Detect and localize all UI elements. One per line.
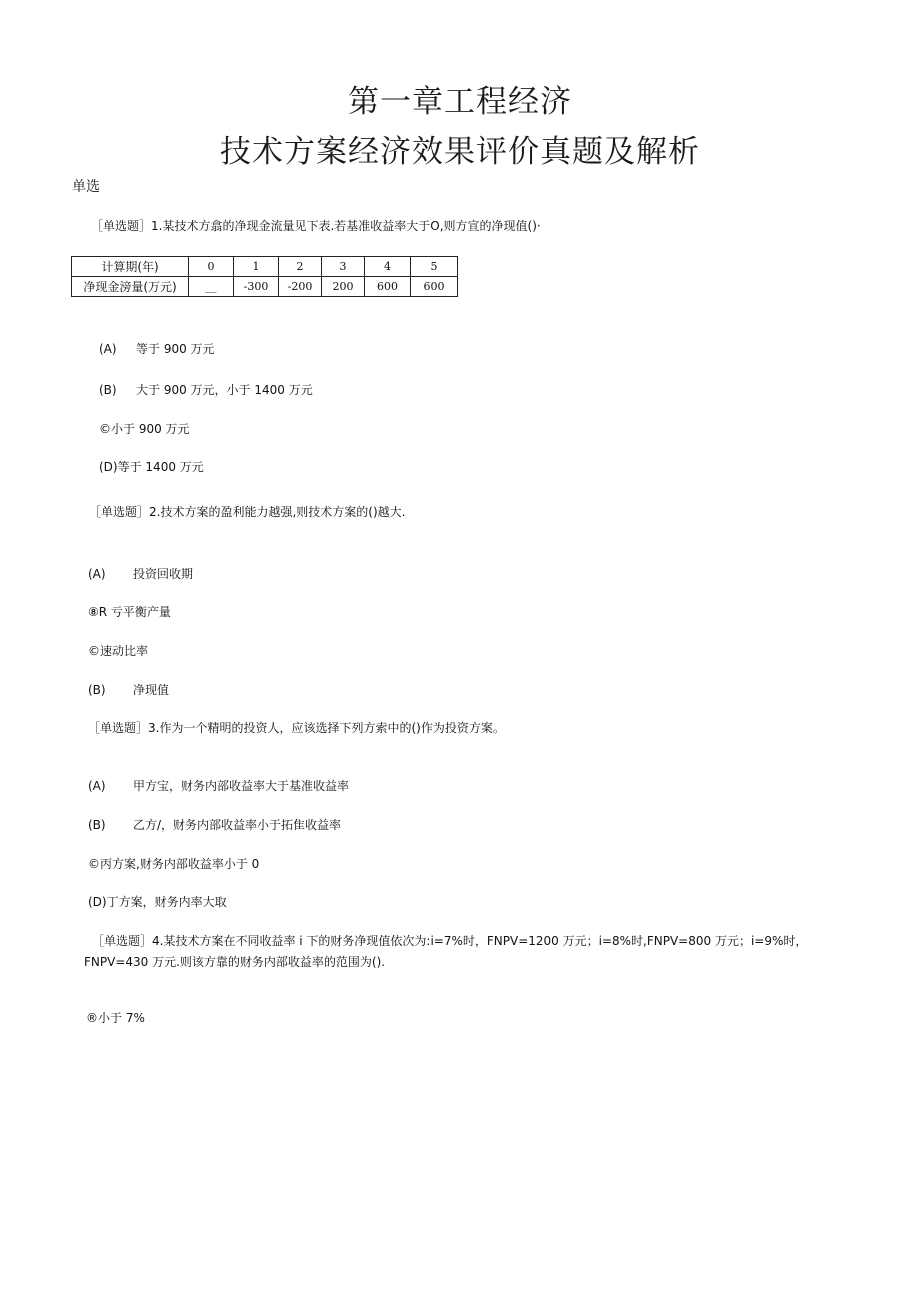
table-header-cell: 计算期(年) — [72, 257, 189, 277]
option-text: ©速动比率 — [88, 644, 149, 658]
option-item[interactable] — [88, 642, 148, 659]
option-text: ©小于 900 万元 — [99, 422, 190, 436]
table-cell: -300 — [234, 277, 279, 297]
option-text: (D)丁方案，财务内率大取 — [88, 895, 227, 909]
option-label: (B) — [88, 683, 106, 697]
table-cell: 2 — [279, 257, 322, 277]
table-row — [72, 277, 458, 297]
option-label: (A) — [88, 567, 106, 581]
question-3-text: ［单选题］3.作为一个精明的投资人，应该选择下列方索中的()作为投资方案。 — [88, 721, 505, 735]
table-cell: __ — [189, 277, 234, 297]
option-item[interactable] — [88, 816, 341, 833]
table-cell: 0 — [189, 257, 234, 277]
table-cell: 4 — [365, 257, 411, 277]
option-text: 净现值 — [133, 683, 170, 697]
option-item[interactable] — [99, 340, 215, 357]
option-item[interactable] — [99, 458, 204, 475]
page-title-line1: 第一章工程经济 — [348, 84, 572, 120]
option-text: 等于 900 万元 — [136, 342, 215, 356]
table-cell: 3 — [322, 257, 365, 277]
option-label: (B) — [99, 383, 117, 397]
option-item[interactable] — [86, 1009, 145, 1026]
option-text: 大于 900 万元，小于 1400 万元 — [136, 383, 313, 397]
section-label: 单选 — [72, 179, 100, 195]
table-cell: -200 — [279, 277, 322, 297]
option-text: 甲方宝，财务内部收益率大于基准收益率 — [133, 779, 350, 793]
option-text: 乙方/，财务内部收益率小于拓隹收益率 — [133, 818, 342, 832]
option-text: ⑧R 亏平衡产量 — [88, 605, 171, 619]
question-4-text-line1: ［单选题］4.某技术方案在不同收益率 i 下的财务净现值依次为:i=7%时，FNPV=1200 万元；i=8%时,FNPV=800 万元；i=9%时， — [92, 934, 808, 948]
option-item[interactable] — [88, 855, 259, 872]
option-item[interactable] — [88, 893, 227, 910]
table-cell: 200 — [322, 277, 365, 297]
question-1-text: ［单选题］1.某技术方翕的净现金流量见下表.若基准收益率大于O,则方宣的净现值()· — [91, 219, 541, 233]
option-label: (A) — [99, 342, 117, 356]
option-label: (B) — [88, 818, 106, 832]
table-cell: 600 — [365, 277, 411, 297]
option-text: 投资回收期 — [133, 567, 194, 581]
option-item[interactable] — [88, 777, 349, 794]
option-item[interactable] — [99, 381, 313, 398]
question-4-text-line2: FNPV=430 万元.则该方靠的财务内部收益率的范围为(). — [84, 955, 386, 969]
option-item[interactable] — [88, 565, 193, 582]
option-item[interactable] — [88, 603, 171, 620]
question-2-text: ［单选题］2.技术方案的盈利能力越强,则技术方案的()越大. — [89, 505, 406, 519]
option-item[interactable] — [99, 420, 190, 437]
table-cell: 1 — [234, 257, 279, 277]
option-label: (A) — [88, 779, 106, 793]
page-title-line2: 技术方案经济效果评价真题及解析 — [220, 134, 700, 170]
table-cell: 5 — [411, 257, 458, 277]
cash-flow-table — [71, 256, 458, 297]
option-item[interactable] — [88, 681, 169, 698]
table-header-cell: 净现金滂量(万元) — [72, 277, 189, 297]
option-text: (D)等于 1400 万元 — [99, 460, 204, 474]
option-text: ®小于 7% — [86, 1011, 145, 1025]
table-cell: 600 — [411, 277, 458, 297]
table-row — [72, 257, 458, 277]
option-text: ©丙方案,财务内部收益率小于 0 — [88, 857, 260, 871]
